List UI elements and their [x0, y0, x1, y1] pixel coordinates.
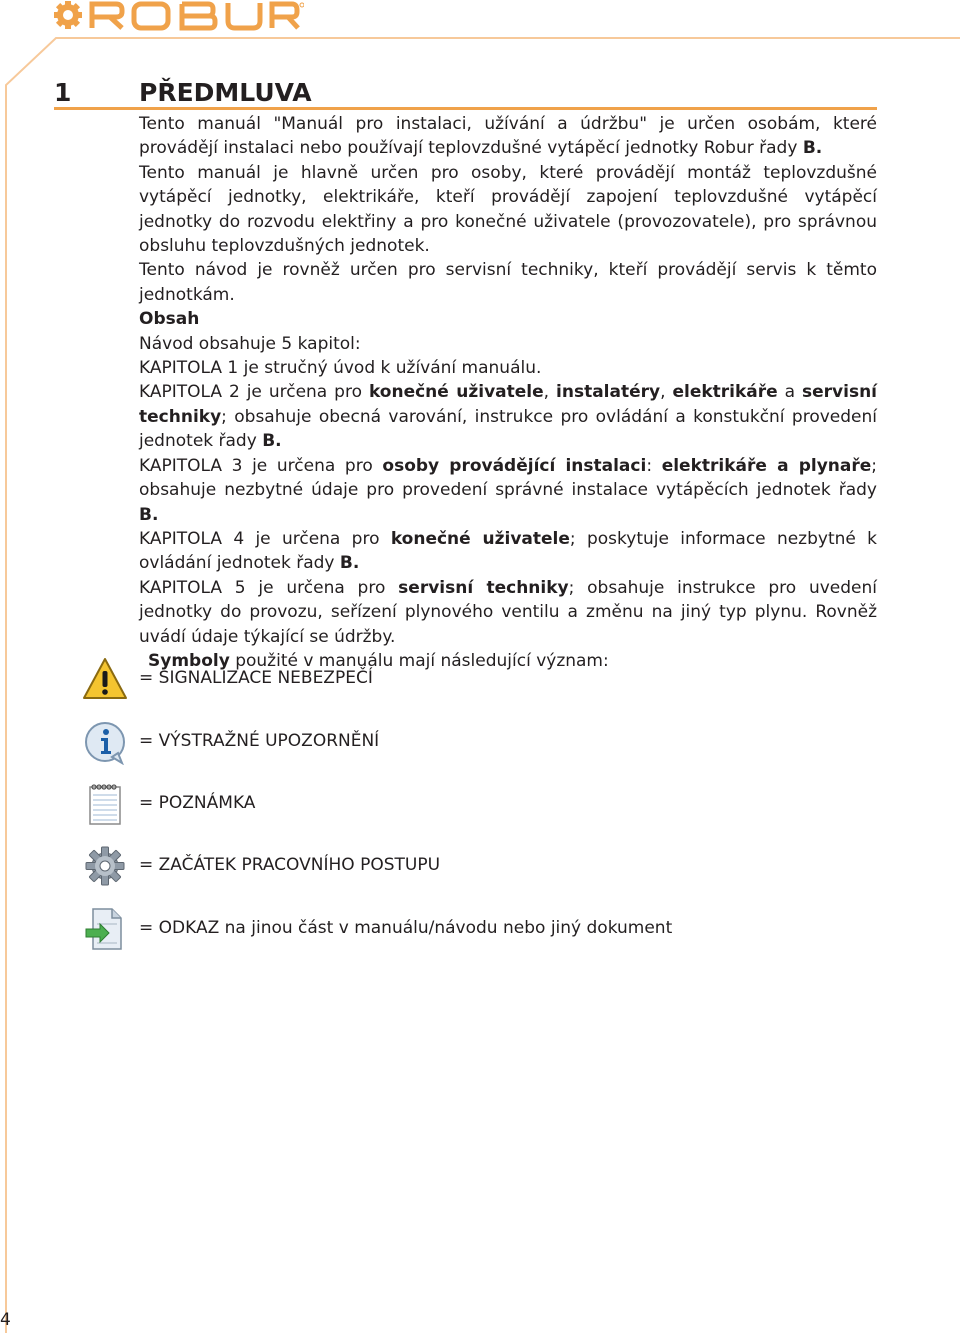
chapter-4-desc: KAPITOLA 4 je určena pro konečné uživatele; poskytuje informace nezbytné k ovládání jednotek řady B.	[139, 528, 878, 574]
symbol-label-warning: = VÝSTRAŽNÉ UPOZORNĚNÍ	[139, 731, 380, 751]
paragraph-intro: Tento manuál "Manuál pro instalaci, užívání a údržbu" je určen osobám, které provádějí instalaci nebo používají teplovzdušné vytápěcí jednotky Robur řady B.	[139, 114, 877, 159]
symbol-label-procedure: = ZAČÁTEK PRACOVNÍHO POSTUPU	[139, 855, 441, 875]
contents-heading: Obsah	[139, 309, 200, 330]
chapter-3-desc: KAPITOLA 3 je určena pro osoby provádějící instalaci: elektrikáře a plynaře; obsahuje nezbytné údaje pro provedení správné instalace vytápěcích jednotek řady B.	[139, 455, 877, 525]
info-icon	[82, 719, 128, 765]
symbol-row-danger	[82, 656, 782, 704]
paragraph-service: Tento návod je rovněž určen pro servisní techniky, kteří provádějí servis k těmto jednotkám.	[139, 260, 877, 305]
robur-logo	[52, 0, 304, 32]
symbol-row-note	[82, 781, 782, 829]
warning-triangle-icon	[82, 656, 128, 702]
symbol-row-procedure	[82, 843, 782, 891]
paragraph-chapters-count: Návod obsahuje 5 kapitol:	[139, 333, 361, 354]
title-underline	[54, 107, 877, 110]
symbol-row-reference	[82, 906, 782, 954]
body-text	[139, 112, 877, 673]
page-number: 4	[0, 1310, 11, 1330]
chapter-title: PŘEDMLUVA	[139, 78, 312, 107]
chapter-number: 1	[54, 78, 72, 107]
symbols-intro: Symboly použité v manuálu mají následující význam:	[148, 650, 609, 671]
symbol-label-reference: = ODKAZ na jinou část v manuálu/návodu nebo jiný dokument	[139, 918, 673, 938]
chapter-5-desc: KAPITOLA 5 je určena pro servisní techniky; obsahuje instrukce pro uvedení jednotky do provozu, seřízení plynového ventilu a změnu na jiný typ plynu. Rovněž uvádí údaje týkající se údržby.	[139, 577, 878, 647]
chapter-1-desc: KAPITOLA 1 je stručný úvod k užívání manuálu.	[139, 358, 542, 379]
notepad-icon	[82, 781, 128, 827]
paragraph-audience: Tento manuál je hlavně určen pro osoby, které provádějí montáž teplovzdušné vytápěcí jednotky, elektrikáře, kteří provádějí zapojení teplovzdušné vytápěcí jednotky do rozvodu elektřiny a pro konečné uživatele (provozovatele), pro správnou obsluhu teplovzdušných jednotek.	[139, 162, 877, 257]
document-arrow-icon	[82, 906, 128, 952]
gear-icon	[82, 843, 128, 889]
symbol-row-warning	[82, 719, 782, 767]
symbol-label-note: = POZNÁMKA	[139, 793, 256, 813]
symbol-label-danger: = SIGNALIZACE NEBEZPEČÍ	[139, 668, 373, 688]
chapter-2-desc: KAPITOLA 2 je určena pro konečné uživatele, instalatéry, elektrikáře a servisní techniky; obsahuje obecná varování, instrukce pro ovládání a konstukční provedení jednotek řady B.	[139, 382, 878, 452]
